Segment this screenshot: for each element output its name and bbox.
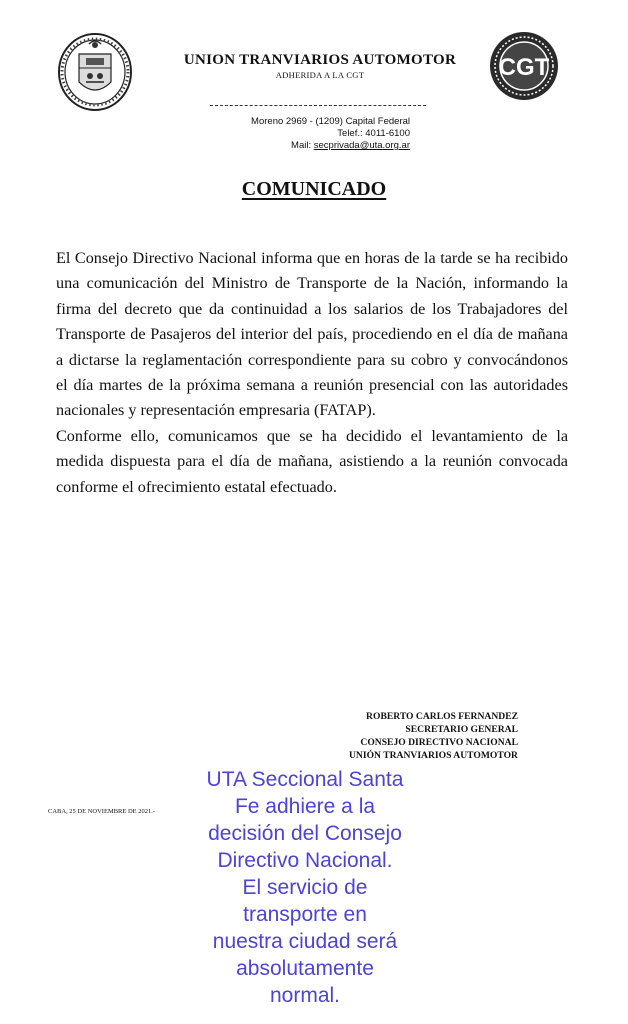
mail-line bbox=[180, 140, 410, 152]
document-date: CABA, 25 DE NOVIEMBRE DE 2021.- bbox=[48, 808, 156, 815]
address-line: Moreno 2969 - (1209) Capital Federal bbox=[251, 116, 410, 127]
signatory-name: ROBERTO CARLOS FERNANDEZ bbox=[366, 711, 518, 722]
overlay-line: nuestra ciudad será bbox=[212, 930, 398, 953]
mail-link[interactable]: secprivada@uta.org.ar bbox=[313, 140, 410, 151]
body-paragraph-1: El Consejo Directivo Nacional informa que en horas de la tarde se ha recibido una comunicación del Ministro de Transporte de la Nación, informando la firma del decreto que da continuidad a los salarios de los Trabajadores del Transporte de Pasajeros del interior del país, procediendo en el día de mañana a dictarse la reglamentación correspondiente para su cobro y convocándonos el día martes de la próxima semana a reunión presencial con las autoridades nacionales y representación empresaria (FATAP). bbox=[56, 249, 568, 420]
overlay-line: Fe adhiere a la bbox=[234, 795, 376, 818]
signature-block bbox=[300, 710, 518, 762]
overlay-line: decisión del Consejo bbox=[208, 822, 402, 845]
signatory-body: CONSEJO DIRECTIVO NACIONAL bbox=[360, 737, 518, 748]
overlay-line: normal. bbox=[269, 984, 341, 1007]
cgt-logo bbox=[488, 30, 560, 102]
mail-label: Mail: bbox=[291, 140, 312, 151]
overlay-line: absolutamente bbox=[236, 957, 374, 980]
uta-seal-logo bbox=[56, 30, 134, 112]
overlay-line: UTA Seccional Santa bbox=[206, 768, 404, 791]
overlay-line: transporte en bbox=[243, 903, 367, 926]
organization-name: UNION TRANVIARIOS AUTOMOTOR bbox=[183, 52, 457, 68]
document-title: COMUNICADO bbox=[241, 178, 387, 200]
contact-address bbox=[180, 116, 410, 152]
phone-line: Telef.: 4011-6100 bbox=[337, 128, 410, 139]
overlay-line: Directivo Nacional. bbox=[217, 849, 393, 872]
signatory-org: UNIÓN TRANVIARIOS AUTOMOTOR bbox=[349, 750, 518, 761]
signatory-role: SECRETARIO GENERAL bbox=[405, 724, 518, 735]
body-paragraph-2: Conforme ello, comunicamos que se ha decidido el levantamiento de la medida dispuesta para el día de mañana, asistiendo a la reunión convocada conforme el ofrecimiento estatal efectuado. bbox=[56, 426, 568, 496]
header-divider bbox=[210, 105, 426, 106]
organization-affiliation: ADHERIDA A LA CGT bbox=[275, 70, 365, 80]
overlay-caption bbox=[160, 766, 450, 1009]
statement-body bbox=[56, 246, 568, 500]
overlay-line: El servicio de bbox=[242, 876, 368, 899]
cgt-logo-text: CGT bbox=[498, 54, 550, 81]
